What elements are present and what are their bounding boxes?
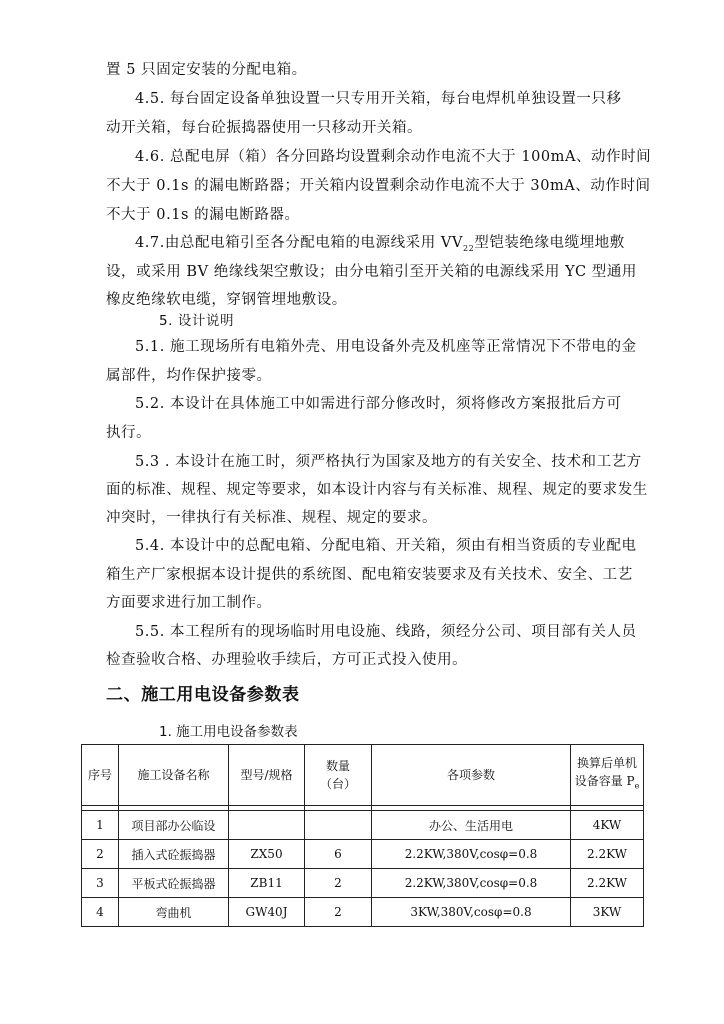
table-row	[82, 840, 644, 869]
paragraph-5-4-line-1: 5.4. 本设计中的总配电箱、分配电箱、开关箱，须由有相当资质的专业配电	[135, 538, 637, 554]
section-5-heading: 5. 设计说明	[159, 313, 235, 329]
table-row	[82, 869, 644, 898]
cell-params: 2.2KW,380V,cosφ=0.8	[372, 869, 571, 898]
cell-model	[229, 811, 305, 840]
section-2-title: 二、施工用电设备参数表	[106, 685, 300, 705]
cell-name: 平板式砼振捣器	[119, 869, 229, 898]
cell-no: 1	[82, 811, 119, 840]
paragraph-5-2-line-1: 5.2. 本设计在具体施工中如需进行部分修改时，须将修改方案报批后方可	[135, 396, 622, 412]
paragraph-5-5-line-2: 检查验收合格、办理验收手续后，方可正式投入使用。	[106, 652, 468, 668]
paragraph-4-7-line-1	[135, 233, 625, 259]
table-row	[82, 898, 644, 927]
paragraph-4-6-line-3: 不大于 0.1s 的漏电断路器。	[106, 207, 300, 223]
cell-name: 项目部办公临设	[119, 811, 229, 840]
equipment-parameter-table	[81, 744, 644, 927]
paragraph-5-3-line-2: 面的标准、规程、规定等要求，如本设计内容与有关标准、规程、规定的要求发生	[106, 482, 648, 498]
cell-params: 办公、生活用电	[372, 811, 571, 840]
header-name: 施工设备名称	[119, 745, 229, 806]
paragraph-4-7-line-2: 设，或采用 BV 绝缘线架空敷设；由分电箱引至开关箱的电源线采用 YC 型通用	[106, 264, 637, 280]
paragraph-line: 置 5 只固定安装的分配电箱。	[106, 62, 307, 78]
paragraph-4-5-line-1: 4.5. 每台固定设备单独设置一只专用开关箱，每台电焊机单独设置一只移	[135, 91, 622, 107]
paragraph-5-4-line-3: 方面要求进行加工制作。	[106, 595, 272, 611]
header-cap-sub: e	[634, 781, 640, 791]
cell-qty: 2	[305, 898, 372, 927]
cell-capacity: 2.2KW	[571, 869, 644, 898]
cell-model: GW40J	[229, 898, 305, 927]
paragraph-4-6-line-2: 不大于 0.1s 的漏电断路器；开关箱内设置剩余动作电流不大于 30mA、动作时间	[106, 178, 651, 194]
header-params: 各项参数	[372, 745, 571, 806]
paragraph-5-4-line-2: 箱生产厂家根据本设计提供的系统图、配电箱安装要求及有关技术、安全、工艺	[106, 567, 633, 583]
table-header-row	[82, 745, 644, 806]
paragraph-4-6-line-1: 4.6. 总配电屏（箱）各分回路均设置剩余动作电流不大于 100mA、动作时间	[135, 149, 652, 165]
cell-qty: 2	[305, 869, 372, 898]
paragraph-4-7-line-3: 橡皮绝缘软电缆，穿钢管埋地敷设。	[106, 292, 347, 308]
cell-params: 3KW,380V,cosφ=0.8	[372, 898, 571, 927]
cell-no: 2	[82, 840, 119, 869]
table-row	[82, 811, 644, 840]
paragraph-5-2-line-2: 执行。	[106, 425, 152, 441]
paragraph-5-1-line-2: 属部件，均作保护接零。	[106, 368, 272, 384]
cell-qty: 6	[305, 840, 372, 869]
header-no: 序号	[82, 745, 119, 806]
header-cap-line2: 设备容量 P	[574, 774, 635, 789]
header-model: 型号/规格	[229, 745, 305, 806]
cell-capacity: 3KW	[571, 898, 644, 927]
cell-name: 插入式砼振捣器	[119, 840, 229, 869]
cell-capacity: 2.2KW	[571, 840, 644, 869]
paragraph-5-3-line-3: 冲突时，一律执行有关标准、规程、规定的要求。	[106, 510, 438, 526]
cell-model: ZX50	[229, 840, 305, 869]
p47-text-post: 型铠装绝缘电缆埋地敷	[474, 235, 625, 251]
cell-capacity: 4KW	[571, 811, 644, 840]
header-qty-line1: 数量	[325, 759, 350, 773]
header-qty	[305, 745, 372, 806]
header-cap-line1: 换算后单机	[576, 756, 637, 771]
header-qty-line2: （台）	[319, 777, 356, 791]
paragraph-5-5-line-1: 5.5. 本工程所有的现场临时用电设施、线路，须经分公司、项目部有关人员	[135, 624, 637, 640]
paragraph-4-5-line-2: 动开关箱，每台砼振捣器使用一只移动开关箱。	[106, 120, 423, 136]
header-capacity	[571, 745, 644, 806]
paragraph-5-3-line-1: 5.3 . 本设计在施工时，须严格执行为国家及地方的有关安全、技术和工艺方	[135, 454, 642, 470]
cell-qty	[305, 811, 372, 840]
cell-no: 3	[82, 869, 119, 898]
table-caption: 1. 施工用电设备参数表	[159, 724, 298, 740]
p47-text-pre: 4.7.由总配电箱引至各分配电箱的电源线采用 VV	[135, 235, 463, 251]
paragraph-5-1-line-1: 5.1. 施工现场所有电箱外壳、用电设备外壳及机座等正常情况下不带电的金	[135, 339, 637, 355]
cell-no: 4	[82, 898, 119, 927]
cell-name: 弯曲机	[119, 898, 229, 927]
cell-params: 2.2KW,380V,cosφ=0.8	[372, 840, 571, 869]
p47-subscript: 22	[462, 243, 475, 253]
cell-model: ZB11	[229, 869, 305, 898]
